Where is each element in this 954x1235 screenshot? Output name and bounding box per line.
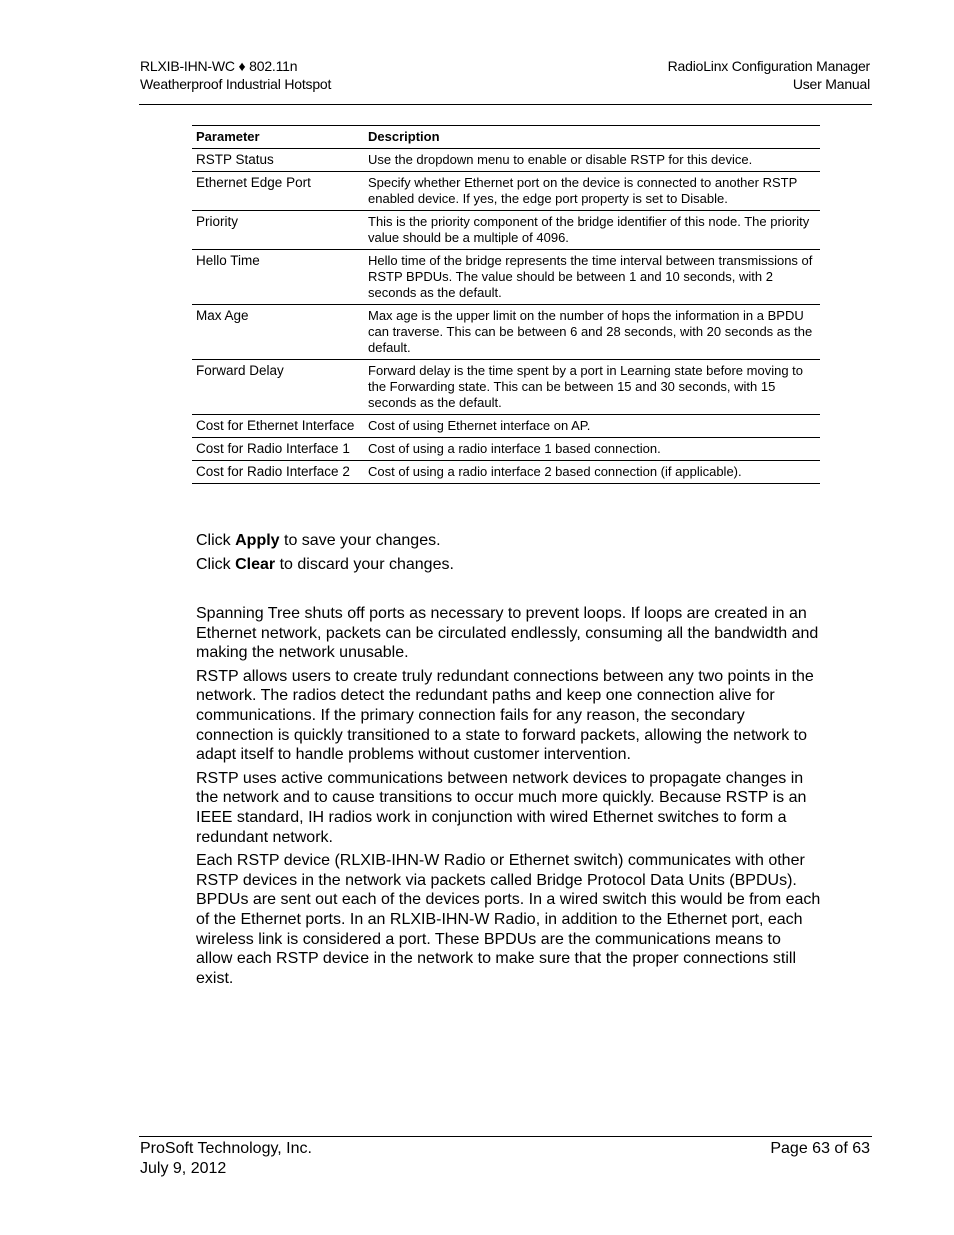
footer-left [140,1139,312,1178]
table-row [192,360,820,415]
parameter-cell: Cost for Ethernet Interface [192,415,364,438]
parameter-cell: Max Age [192,305,364,360]
page-number: Page 63 of 63 [770,1140,870,1157]
footer-date: July 9, 2012 [140,1159,227,1177]
table-row [192,461,820,484]
paragraph: RSTP uses active communications between network devices to propagate changes in the network and to cause transitions to occur much more quickly. Because RSTP is an IEEE standard, IH radios work in conjunction with wired Ethernet switches to form a redundant network. [196,769,807,846]
description-cell: Cost of using a radio interface 2 based connection (if applicable). [364,461,820,484]
table-row [192,149,820,172]
paragraph: Each RSTP device (RLXIB-IHN-W Radio or Ethernet switch) communicates with other RSTP devices in the network via packets called Bridge Protocol Data Units (BPDUs). BPDUs are sent out each of the devices ports. In a wired switch this would be from each of the Ethernet ports. In an RLXIB-IHN-W Radio, in addition to the Ethernet port, each wireless link is considered a port. These BPDUs are the communications means to allow each RSTP device in the network to make sure that the proper connections still exist. [196,852,821,987]
apply-keyword: Apply [235,532,280,549]
table-row [192,415,820,438]
header-divider [139,104,872,105]
product-subtitle: Weatherproof Industrial Hotspot [140,76,332,92]
parameter-cell: Ethernet Edge Port [192,172,364,211]
manual-type: User Manual [792,76,870,92]
description-cell: Forward delay is the time spent by a port in Learning state before moving to the Forwarding state. This can be between 15 and 30 seconds, with 15 seconds as the default. [364,360,820,415]
column-header-description: Description [364,126,820,149]
table-row [192,438,820,461]
paragraph: Spanning Tree shuts off ports as necessary to prevent loops. If loops are created in an Ethernet network, packets can be circulated endlessly, consuming all the bandwidth and making the network unusable. [196,605,819,662]
body-paragraphs [196,604,821,988]
clear-instruction: Click Clear to discard your changes. [196,555,454,573]
header-right [668,57,870,93]
description-cell: Cost of using Ethernet interface on AP. [364,415,820,438]
header-left [140,57,331,93]
parameter-cell: Cost for Radio Interface 2 [192,461,364,484]
description-cell: Specify whether Ethernet port on the device is connected to another RSTP enabled device. If yes, the edge port property is set to Disable. [364,172,820,211]
column-header-parameter: Parameter [192,126,364,149]
footer-company: ProSoft Technology, Inc. [140,1140,312,1157]
description-cell: Use the dropdown menu to enable or disable RSTP for this device. [364,149,820,172]
description-cell: Cost of using a radio interface 1 based connection. [364,438,820,461]
rstp-parameter-table [192,125,820,484]
table-row [192,250,820,305]
manual-title: RadioLinx Configuration Manager [667,58,870,74]
clear-keyword: Clear [235,555,276,573]
table-row [192,172,820,211]
description-cell: Max age is the upper limit on the number of hops the information in a BPDU can traverse. This can be between 6 and 28 seconds, with 20 seconds as the default. [364,305,820,360]
parameter-cell: Cost for Radio Interface 1 [192,438,364,461]
table-row [192,305,820,360]
table-row [192,211,820,250]
parameter-cell: Priority [192,211,364,250]
apply-instruction: Click Apply to save your changes. [196,532,441,549]
description-cell: Hello time of the bridge represents the time interval between transmissions of RSTP BPDUs. The value should be between 1 and 10 seconds, with 2 seconds as the default. [364,250,820,305]
product-name: RLXIB-IHN-WC ♦ 802.11n [140,58,298,74]
instructions [196,531,821,574]
footer-divider [139,1136,872,1137]
table-header-row [192,126,820,149]
parameter-cell: Hello Time [192,250,364,305]
parameter-cell: Forward Delay [192,360,364,415]
description-cell: This is the priority component of the bridge identifier of this node. The priority value should be a multiple of 4096. [364,211,820,250]
paragraph: RSTP allows users to create truly redundant connections between any two points in the network. The radios detect the redundant paths and keep one connection alive for communications. If the primary connection fails for any reason, the secondary connection is quickly transitioned to a state to forward packets, allowing the network to adapt itself to handle problems without customer intervention. [196,667,814,764]
parameter-cell: RSTP Status [192,149,364,172]
